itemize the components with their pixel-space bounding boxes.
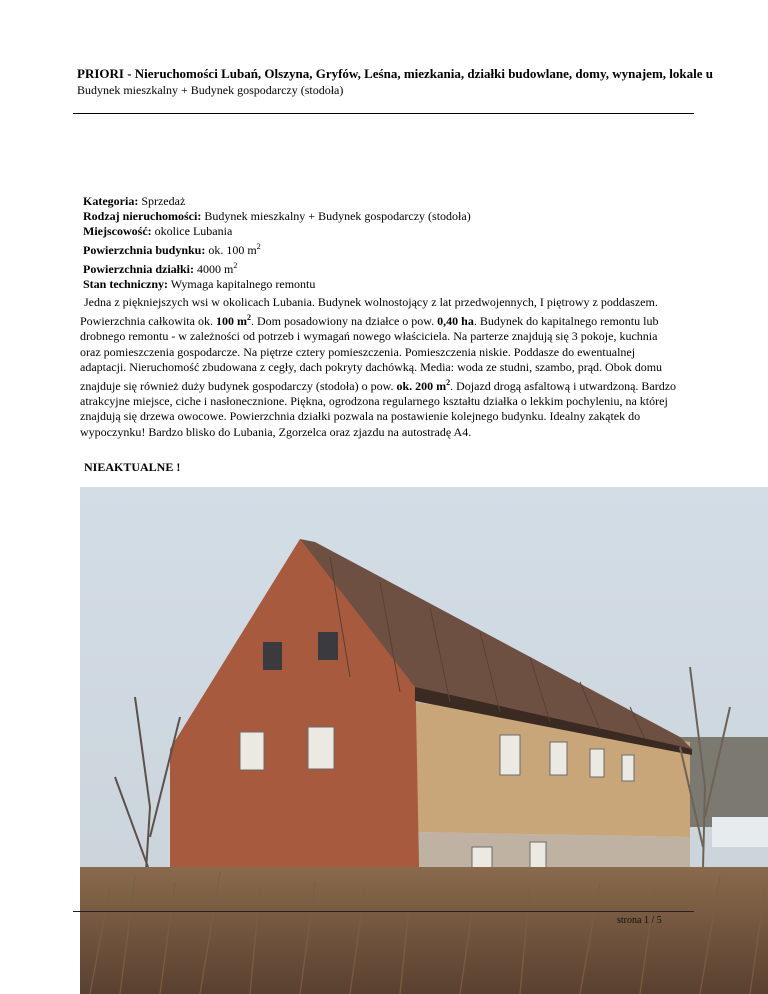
page-number: strona 1 / 5: [617, 915, 662, 926]
detail-plot-area: Powierzchnia działki: 4000 $m^2$: [83, 261, 238, 276]
detail-building-area: Powierzchnia budynku: ok. 100 $m^2$: [83, 242, 261, 257]
property-photo: [80, 487, 768, 994]
property-details: [83, 194, 471, 292]
description: [80, 295, 680, 440]
detail-location: Miejscowość: okolice Lubania: [83, 224, 233, 238]
status-label: NIEAKTUALNE !: [84, 460, 181, 474]
detail-condition: Stan techniczny: Wymaga kapitalnego remontu: [83, 277, 316, 291]
detail-category: Kategoria: Sprzedaż: [83, 194, 186, 208]
listing-subtitle: Budynek mieszkalny + Budynek gospodarczy (stodoła): [77, 83, 344, 97]
detail-type: Rodzaj nieruchomości: Budynek mieszkalny + Budynek gospodarczy (stodoła): [83, 209, 471, 223]
header-divider: [73, 113, 694, 114]
description-text: Jedna z piękniejszych wsi w okolicach Lubania. Budynek wolnostojący z lat przedwojennych, I piętrowy z poddaszem. Powierzchnia całkowita ok. 100 $m^2$. Dom posadowiony na działce o pow. 0,40 ha. Budynek do kapitalnego remontu lub drobnego remontu - w zależności od potrzeb i wymagań nowego właściciela. Na parterze znajdują się 3 pokoje, kuchnia oraz pomieszczenia gospodarcze. Na piętrze cztery pomieszczenia. Pomieszczenia niskie. Poddasze do ewentualnej adaptacji. Nieruchomość zbudowana z cegły, dach pokryty dachówką. Media: woda ze studni, szambo, prąd. Obok domu znajduje się również duży budynek gospodarczy (stodoła) o pow. ok. 200 $m^2$. Dojazd drogą asfaltową i utwardzoną. Bardzo atrakcyjne miejsce, ciche i nasłonecznione. Piękna, ogrodzona regularnego kształtu działka o lekkim pochyleniu, na której znajdują się drzewa owocowe. Powierzchnia działki pozwala na postawienie kolejnego budynku. Idealny zakątek do wypoczynku! Bardzo blisko do Lubania, Zgorzelca oraz zjazdu na autostradę A4.: [80, 295, 677, 439]
site-title: PRIORI - Nieruchomości Lubań, Olszyna, Gryfów, Leśna, miezkania, działki budowlane, domy, wynajem, lokale u: [77, 66, 713, 81]
footer-divider: [73, 911, 694, 912]
